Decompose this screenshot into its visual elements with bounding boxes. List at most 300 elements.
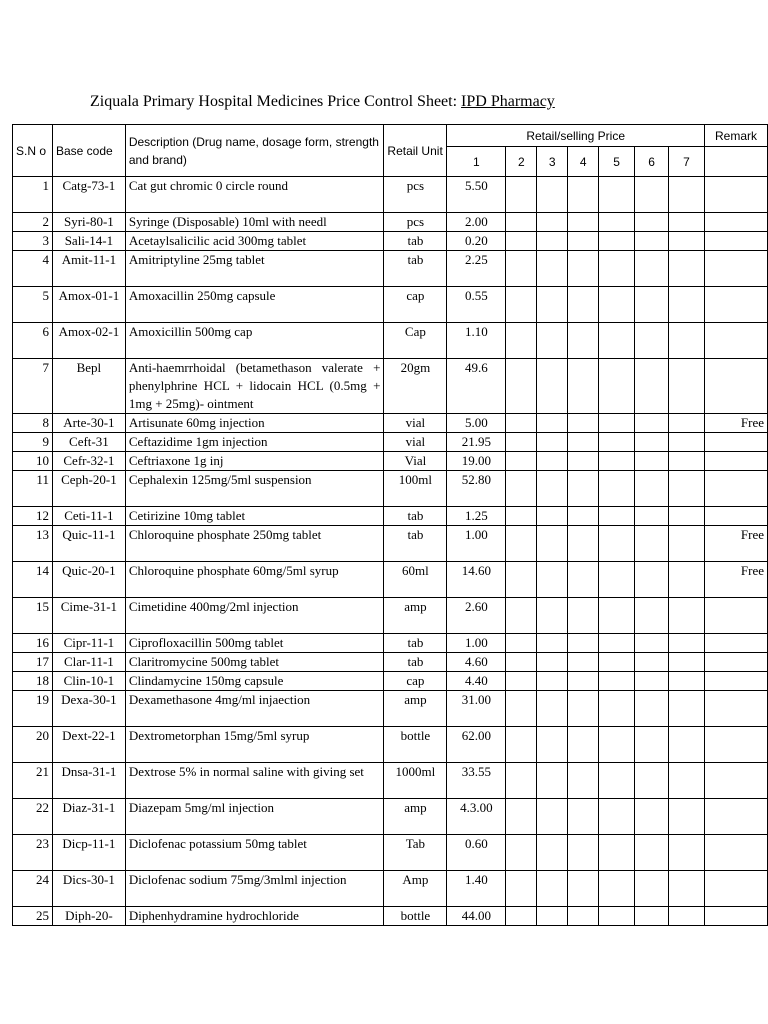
price-col-5-cell <box>599 213 635 232</box>
retail-unit-cell: Vial <box>384 452 447 471</box>
price-col-5-cell <box>599 507 635 526</box>
table-row <box>13 871 768 907</box>
price-col-2-cell <box>506 763 537 799</box>
base-code-cell: Amox-02-1 <box>52 323 125 359</box>
base-code-cell: Amox-01-1 <box>52 287 125 323</box>
price-col-7-cell <box>669 835 705 871</box>
price-col-6-cell <box>635 835 669 871</box>
table-row <box>13 672 768 691</box>
price-cell: 0.20 <box>447 232 506 251</box>
price-col-4-cell <box>568 799 599 835</box>
price-col-2-cell <box>506 507 537 526</box>
price-col-6-cell <box>635 871 669 907</box>
price-cell: 4.60 <box>447 653 506 672</box>
header-price-col-1: 1 <box>447 147 506 177</box>
table-row <box>13 359 768 414</box>
remark-cell <box>704 251 767 287</box>
sno-cell: 17 <box>13 653 53 672</box>
retail-unit-cell: Cap <box>384 323 447 359</box>
price-col-6-cell <box>635 653 669 672</box>
price-col-3-cell <box>537 907 568 926</box>
remark-cell <box>704 871 767 907</box>
retail-unit-cell: vial <box>384 433 447 452</box>
price-col-4-cell <box>568 323 599 359</box>
price-col-3-cell <box>537 763 568 799</box>
remark-cell <box>704 799 767 835</box>
header-price-col-5: 5 <box>599 147 635 177</box>
base-code-cell: Syri-80-1 <box>52 213 125 232</box>
description-cell: Ceftriaxone 1g inj <box>125 452 384 471</box>
base-code-cell: Ceti-11-1 <box>52 507 125 526</box>
price-col-6-cell <box>635 359 669 414</box>
table-row <box>13 323 768 359</box>
remark-cell: Free <box>704 526 767 562</box>
description-cell: Diclofenac potassium 50mg tablet <box>125 835 384 871</box>
price-col-5-cell <box>599 526 635 562</box>
base-code-cell: Dext-22-1 <box>52 727 125 763</box>
retail-unit-cell: amp <box>384 598 447 634</box>
price-col-5-cell <box>599 251 635 287</box>
base-code-cell: Dnsa-31-1 <box>52 763 125 799</box>
description-cell: Clindamycine 150mg capsule <box>125 672 384 691</box>
price-col-7-cell <box>669 799 705 835</box>
price-col-2-cell <box>506 653 537 672</box>
price-col-7-cell <box>669 414 705 433</box>
price-col-7-cell <box>669 763 705 799</box>
header-price-col-2: 2 <box>506 147 537 177</box>
price-col-4-cell <box>568 287 599 323</box>
table-body <box>13 177 768 926</box>
price-col-3-cell <box>537 634 568 653</box>
retail-unit-cell: Tab <box>384 835 447 871</box>
table-row <box>13 763 768 799</box>
price-col-3-cell <box>537 359 568 414</box>
price-col-2-cell <box>506 433 537 452</box>
description-cell: Amoxicillin 500mg cap <box>125 323 384 359</box>
price-col-4-cell <box>568 598 599 634</box>
price-cell: 4.40 <box>447 672 506 691</box>
price-col-7-cell <box>669 871 705 907</box>
base-code-cell: Clin-10-1 <box>52 672 125 691</box>
description-cell: Cetirizine 10mg tablet <box>125 507 384 526</box>
base-code-cell: Cime-31-1 <box>52 598 125 634</box>
price-col-7-cell <box>669 907 705 926</box>
remark-cell <box>704 763 767 799</box>
price-col-4-cell <box>568 433 599 452</box>
table-row <box>13 562 768 598</box>
price-col-4-cell <box>568 507 599 526</box>
remark-cell <box>704 727 767 763</box>
price-col-3-cell <box>537 287 568 323</box>
price-col-6-cell <box>635 907 669 926</box>
base-code-cell: Dicp-11-1 <box>52 835 125 871</box>
sno-cell: 21 <box>13 763 53 799</box>
retail-unit-cell: tab <box>384 232 447 251</box>
price-col-7-cell <box>669 323 705 359</box>
sheet-title <box>90 93 690 111</box>
remark-cell <box>704 323 767 359</box>
price-col-3-cell <box>537 562 568 598</box>
price-cell: 14.60 <box>447 562 506 598</box>
price-col-2-cell <box>506 727 537 763</box>
retail-unit-cell: cap <box>384 672 447 691</box>
price-col-5-cell <box>599 871 635 907</box>
price-col-6-cell <box>635 562 669 598</box>
header-retail-price: Retail/selling Price <box>447 125 705 147</box>
price-col-5-cell <box>599 598 635 634</box>
price-col-2-cell <box>506 526 537 562</box>
price-cell: 62.00 <box>447 727 506 763</box>
sno-cell: 20 <box>13 727 53 763</box>
header-remark: Remark <box>704 125 767 147</box>
price-col-6-cell <box>635 634 669 653</box>
price-col-2-cell <box>506 359 537 414</box>
price-col-3-cell <box>537 177 568 213</box>
price-col-6-cell <box>635 507 669 526</box>
base-code-cell: Diph-20- <box>52 907 125 926</box>
price-col-6-cell <box>635 251 669 287</box>
header-price-col-4: 4 <box>568 147 599 177</box>
price-col-2-cell <box>506 287 537 323</box>
table-row <box>13 452 768 471</box>
base-code-cell: Bepl <box>52 359 125 414</box>
price-col-7-cell <box>669 251 705 287</box>
retail-unit-cell: 60ml <box>384 562 447 598</box>
price-col-5-cell <box>599 177 635 213</box>
table-row <box>13 653 768 672</box>
sno-cell: 19 <box>13 691 53 727</box>
remark-cell <box>704 177 767 213</box>
price-col-4-cell <box>568 763 599 799</box>
price-col-4-cell <box>568 213 599 232</box>
price-col-7-cell <box>669 232 705 251</box>
price-col-4-cell <box>568 452 599 471</box>
price-col-6-cell <box>635 323 669 359</box>
sno-cell: 2 <box>13 213 53 232</box>
price-col-2-cell <box>506 907 537 926</box>
price-col-5-cell <box>599 471 635 507</box>
price-col-7-cell <box>669 727 705 763</box>
price-col-3-cell <box>537 507 568 526</box>
price-cell: 4.3.00 <box>447 799 506 835</box>
price-col-6-cell <box>635 471 669 507</box>
header-description: Description (Drug name, dosage form, strength and brand) <box>125 125 384 177</box>
table-row <box>13 526 768 562</box>
base-code-cell: Ceph-20-1 <box>52 471 125 507</box>
retail-unit-cell: bottle <box>384 727 447 763</box>
price-cell: 44.00 <box>447 907 506 926</box>
retail-unit-cell: amp <box>384 799 447 835</box>
table-row <box>13 634 768 653</box>
price-col-3-cell <box>537 433 568 452</box>
price-col-7-cell <box>669 598 705 634</box>
sno-cell: 3 <box>13 232 53 251</box>
price-col-4-cell <box>568 359 599 414</box>
description-cell: Amitriptyline 25mg tablet <box>125 251 384 287</box>
price-col-4-cell <box>568 414 599 433</box>
price-cell: 52.80 <box>447 471 506 507</box>
table-row <box>13 232 768 251</box>
price-col-4-cell <box>568 562 599 598</box>
base-code-cell: Dics-30-1 <box>52 871 125 907</box>
sno-cell: 10 <box>13 452 53 471</box>
sno-cell: 25 <box>13 907 53 926</box>
price-cell: 1.40 <box>447 871 506 907</box>
price-col-3-cell <box>537 323 568 359</box>
table-row <box>13 598 768 634</box>
price-cell: 33.55 <box>447 763 506 799</box>
base-code-cell: Clar-11-1 <box>52 653 125 672</box>
price-col-5-cell <box>599 835 635 871</box>
table-row <box>13 835 768 871</box>
price-col-5-cell <box>599 907 635 926</box>
price-col-3-cell <box>537 871 568 907</box>
price-col-4-cell <box>568 177 599 213</box>
retail-unit-cell: vial <box>384 414 447 433</box>
sno-cell: 4 <box>13 251 53 287</box>
description-cell: Chloroquine phosphate 250mg tablet <box>125 526 384 562</box>
header-remark-blank <box>704 147 767 177</box>
price-col-5-cell <box>599 323 635 359</box>
price-col-5-cell <box>599 414 635 433</box>
retail-unit-cell: Amp <box>384 871 447 907</box>
price-col-6-cell <box>635 598 669 634</box>
description-cell: Chloroquine phosphate 60mg/5ml syrup <box>125 562 384 598</box>
price-col-4-cell <box>568 653 599 672</box>
table-row <box>13 287 768 323</box>
price-col-4-cell <box>568 634 599 653</box>
price-col-7-cell <box>669 433 705 452</box>
retail-unit-cell: 1000ml <box>384 763 447 799</box>
table-row <box>13 507 768 526</box>
base-code-cell: Cefr-32-1 <box>52 452 125 471</box>
price-col-6-cell <box>635 177 669 213</box>
base-code-cell: Arte-30-1 <box>52 414 125 433</box>
price-col-4-cell <box>568 907 599 926</box>
price-col-3-cell <box>537 727 568 763</box>
description-cell: Anti-haemrrhoidal (betamethason valerate + phenylphrine HCL + lidocain HCL (0.5mg + 1mg + 25mg)- ointment <box>125 359 384 414</box>
price-col-3-cell <box>537 251 568 287</box>
price-col-3-cell <box>537 799 568 835</box>
header-price-col-3: 3 <box>537 147 568 177</box>
table-row <box>13 907 768 926</box>
base-code-cell: Quic-11-1 <box>52 526 125 562</box>
sno-cell: 24 <box>13 871 53 907</box>
price-col-4-cell <box>568 672 599 691</box>
price-col-5-cell <box>599 691 635 727</box>
price-col-2-cell <box>506 452 537 471</box>
price-col-7-cell <box>669 213 705 232</box>
description-cell: Cimetidine 400mg/2ml injection <box>125 598 384 634</box>
price-col-7-cell <box>669 691 705 727</box>
price-col-6-cell <box>635 232 669 251</box>
price-col-7-cell <box>669 562 705 598</box>
price-col-5-cell <box>599 452 635 471</box>
price-col-2-cell <box>506 835 537 871</box>
description-cell: Claritromycine 500mg tablet <box>125 653 384 672</box>
price-col-6-cell <box>635 414 669 433</box>
description-cell: Dextrometorphan 15mg/5ml syrup <box>125 727 384 763</box>
base-code-cell: Sali-14-1 <box>52 232 125 251</box>
price-col-4-cell <box>568 727 599 763</box>
price-col-4-cell <box>568 871 599 907</box>
remark-cell <box>704 452 767 471</box>
price-cell: 2.25 <box>447 251 506 287</box>
sno-cell: 7 <box>13 359 53 414</box>
price-col-5-cell <box>599 763 635 799</box>
sno-cell: 13 <box>13 526 53 562</box>
price-cell: 49.6 <box>447 359 506 414</box>
remark-cell: Free <box>704 414 767 433</box>
price-col-6-cell <box>635 727 669 763</box>
price-col-6-cell <box>635 526 669 562</box>
description-cell: Syringe (Disposable) 10ml with needl <box>125 213 384 232</box>
remark-cell <box>704 598 767 634</box>
remark-cell <box>704 471 767 507</box>
price-col-6-cell <box>635 452 669 471</box>
price-cell: 2.60 <box>447 598 506 634</box>
remark-cell <box>704 907 767 926</box>
remark-cell <box>704 835 767 871</box>
price-col-2-cell <box>506 634 537 653</box>
price-cell: 5.00 <box>447 414 506 433</box>
price-col-2-cell <box>506 471 537 507</box>
description-cell: Diphenhydramine hydrochloride <box>125 907 384 926</box>
description-cell: Cat gut chromic 0 circle round <box>125 177 384 213</box>
retail-unit-cell: pcs <box>384 177 447 213</box>
price-col-3-cell <box>537 835 568 871</box>
base-code-cell: Amit-11-1 <box>52 251 125 287</box>
sno-cell: 11 <box>13 471 53 507</box>
price-col-3-cell <box>537 653 568 672</box>
price-col-6-cell <box>635 672 669 691</box>
price-col-3-cell <box>537 598 568 634</box>
title-main: Ziquala Primary Hospital Medicines Price Control Sheet: <box>90 93 462 110</box>
price-col-4-cell <box>568 835 599 871</box>
sno-cell: 14 <box>13 562 53 598</box>
price-col-7-cell <box>669 452 705 471</box>
price-col-2-cell <box>506 691 537 727</box>
retail-unit-cell: tab <box>384 251 447 287</box>
remark-cell <box>704 213 767 232</box>
sno-cell: 1 <box>13 177 53 213</box>
header-base-code: Base code <box>52 125 125 177</box>
table-row <box>13 727 768 763</box>
description-cell: Diazepam 5mg/ml injection <box>125 799 384 835</box>
retail-unit-cell: 20gm <box>384 359 447 414</box>
price-col-7-cell <box>669 359 705 414</box>
description-cell: Dexamethasone 4mg/ml injaection <box>125 691 384 727</box>
retail-unit-cell: tab <box>384 526 447 562</box>
retail-unit-cell: pcs <box>384 213 447 232</box>
price-col-2-cell <box>506 672 537 691</box>
base-code-cell: Ceft-31 <box>52 433 125 452</box>
price-col-7-cell <box>669 471 705 507</box>
table-row <box>13 799 768 835</box>
remark-cell <box>704 672 767 691</box>
base-code-cell: Dexa-30-1 <box>52 691 125 727</box>
description-cell: Ceftazidime 1gm injection <box>125 433 384 452</box>
price-col-2-cell <box>506 232 537 251</box>
base-code-cell: Diaz-31-1 <box>52 799 125 835</box>
sno-cell: 5 <box>13 287 53 323</box>
header-price-col-6: 6 <box>635 147 669 177</box>
title-pharmacy: IPD Pharmacy <box>461 93 555 110</box>
description-cell: Dextrose 5% in normal saline with giving set <box>125 763 384 799</box>
header-price-col-7: 7 <box>669 147 705 177</box>
sno-cell: 22 <box>13 799 53 835</box>
price-cell: 1.00 <box>447 634 506 653</box>
price-cell: 1.10 <box>447 323 506 359</box>
sno-cell: 16 <box>13 634 53 653</box>
price-col-7-cell <box>669 507 705 526</box>
remark-cell <box>704 691 767 727</box>
retail-unit-cell: amp <box>384 691 447 727</box>
price-cell: 5.50 <box>447 177 506 213</box>
price-col-3-cell <box>537 232 568 251</box>
description-cell: Cephalexin 125mg/5ml suspension <box>125 471 384 507</box>
price-col-5-cell <box>599 232 635 251</box>
price-cell: 1.00 <box>447 526 506 562</box>
price-col-3-cell <box>537 471 568 507</box>
price-col-7-cell <box>669 672 705 691</box>
price-col-2-cell <box>506 871 537 907</box>
retail-unit-cell: 100ml <box>384 471 447 507</box>
price-col-3-cell <box>537 526 568 562</box>
price-col-5-cell <box>599 672 635 691</box>
price-col-4-cell <box>568 526 599 562</box>
price-col-7-cell <box>669 653 705 672</box>
price-col-6-cell <box>635 433 669 452</box>
price-col-4-cell <box>568 251 599 287</box>
header-sno: S.N o <box>13 125 53 177</box>
remark-cell <box>704 433 767 452</box>
price-cell: 31.00 <box>447 691 506 727</box>
price-col-2-cell <box>506 251 537 287</box>
price-cell: 2.00 <box>447 213 506 232</box>
price-col-5-cell <box>599 799 635 835</box>
base-code-cell: Cipr-11-1 <box>52 634 125 653</box>
description-cell: Artisunate 60mg injection <box>125 414 384 433</box>
table-row <box>13 471 768 507</box>
price-col-7-cell <box>669 177 705 213</box>
price-col-6-cell <box>635 763 669 799</box>
price-col-5-cell <box>599 727 635 763</box>
price-table <box>12 124 768 926</box>
price-col-2-cell <box>506 799 537 835</box>
price-col-4-cell <box>568 471 599 507</box>
table-row <box>13 251 768 287</box>
sno-cell: 18 <box>13 672 53 691</box>
price-col-3-cell <box>537 213 568 232</box>
price-col-4-cell <box>568 691 599 727</box>
remark-cell <box>704 287 767 323</box>
table-row <box>13 213 768 232</box>
sno-cell: 6 <box>13 323 53 359</box>
price-col-3-cell <box>537 414 568 433</box>
price-col-5-cell <box>599 433 635 452</box>
remark-cell <box>704 634 767 653</box>
remark-cell <box>704 507 767 526</box>
price-col-2-cell <box>506 177 537 213</box>
sno-cell: 12 <box>13 507 53 526</box>
price-cell: 0.60 <box>447 835 506 871</box>
price-col-6-cell <box>635 691 669 727</box>
price-col-5-cell <box>599 287 635 323</box>
base-code-cell: Catg-73-1 <box>52 177 125 213</box>
remark-cell <box>704 653 767 672</box>
price-col-6-cell <box>635 287 669 323</box>
